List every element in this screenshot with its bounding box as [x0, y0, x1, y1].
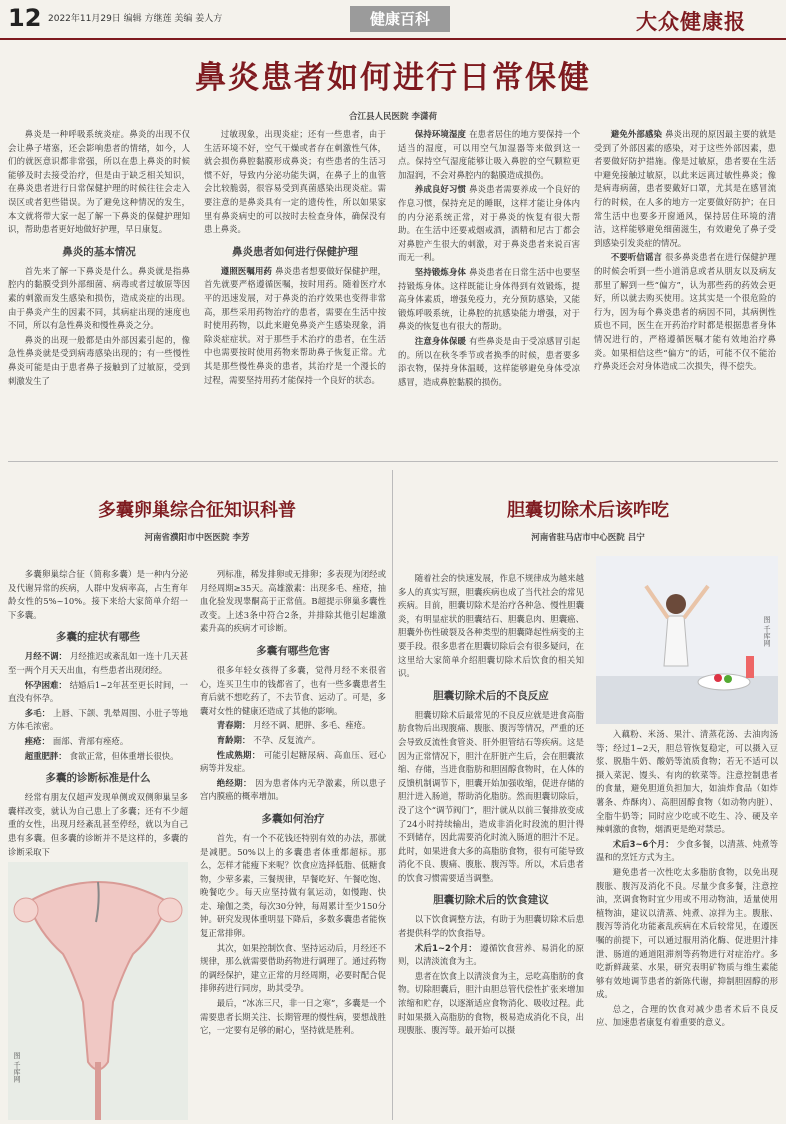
- paragraph-body: 月经推迟或紊乱如一连十几天甚至一两个月天天出血，有些患者出现闭经。: [8, 651, 188, 675]
- keyed-paragraph: [200, 734, 386, 748]
- article3-col2: [596, 728, 778, 1120]
- article1-col1: [8, 128, 190, 454]
- article2-col2: [200, 568, 386, 1120]
- uterus-illustration: [8, 862, 188, 1120]
- lead-term: 注意身体保暖: [414, 335, 470, 346]
- keyed-paragraph: [8, 679, 188, 706]
- lead-term: 不要听信谣言: [610, 252, 666, 263]
- lead-term: 术后1~2个月：: [414, 942, 481, 953]
- lead-term: 性成熟期：: [216, 749, 264, 760]
- paragraph-body: 遵循饮食营养、易消化的原则，以清淡流食为主。: [398, 942, 584, 967]
- paragraph-body: 有些鼻炎是由于受凉感冒引起的。所以在秋冬季节或者换季的时候，患者要多添衣物，保持身体温暖，这样能够避免身体受凉感冒，造成鼻腔黏膜的损伤。: [398, 335, 580, 387]
- paragraph-body: 可能引起糖尿病、高血压、冠心病等并发症。: [200, 749, 386, 774]
- page-header: [0, 0, 786, 40]
- section-title: 健康百科: [350, 6, 450, 32]
- paragraph-body: 鼻炎患者在日常生活中也要坚持锻炼身体。这样既能让身体得到有效锻炼，提高身体素质，增强免疫力，充分预防感染，又能锻炼呼吸系统，让鼻腔的抗感染能力增强，对于鼻炎的恢复也有很大的帮助。: [398, 266, 580, 332]
- vertical-divider: [392, 470, 393, 1120]
- keyed-paragraph: [398, 128, 580, 182]
- keyed-paragraph: [398, 335, 580, 389]
- paragraph-body: 因为患者体内无孕激素，所以患子宫内膜癌的概率增加。: [200, 777, 386, 802]
- paragraph: 最后，“冰冻三尺，非一日之寒”，多囊是一个需要患者长期关注、长期管理的慢性病，要想战胜它，一定要有足够的耐心，坚持就是胜利。: [200, 998, 386, 1036]
- article2-title: 多囊卵巢综合征知识科普: [98, 500, 296, 521]
- paragraph: 随着社会的快速发展，作息不规律成为越来越多人的真实写照，胆囊疾病也成了当代社会的常见疾病。目前，胆囊切除术是治疗各种急、慢性胆囊炎，有明显症状的胆囊结石、胆囊息肉、胆囊癌、胆囊外伤性破裂及各种类型的胆囊降起性病变的主要手段。很多患者在胆囊切除后会有很多疑问，在这里给大家简单介绍胆囊切除术后饮食的相关知识。: [398, 573, 584, 679]
- photo-credit: 图 千库网: [13, 1052, 21, 1083]
- paragraph-body: 在患者居住的地方要保持一个适当的湿度，可以用空气加湿器等来做到这一点。保持空气湿度能够让吸入鼻腔的空气颗粒更加湿润，不会对鼻腔内的黏膜造成损伤。: [398, 129, 580, 180]
- article1-title: 鼻炎患者如何进行日常保健: [195, 60, 591, 96]
- paragraph-body: 上唇、下颌、乳晕周围、小肚子等地方体毛浓密。: [8, 707, 188, 732]
- keyed-paragraph: [8, 750, 188, 764]
- lead-term: 青春期：: [216, 720, 254, 731]
- keyed-paragraph: [8, 707, 188, 734]
- keyed-paragraph: [594, 128, 776, 250]
- subheading: 多囊的诊断标准是什么: [45, 772, 151, 785]
- keyed-paragraph: [398, 183, 580, 265]
- subheading: 鼻炎患者如何进行保健护理: [232, 245, 358, 258]
- keyed-paragraph: [200, 719, 386, 733]
- article1-col3: [398, 128, 580, 454]
- keyed-paragraph: [8, 735, 188, 749]
- lead-term: 痤疮：: [24, 735, 53, 746]
- paragraph-body: 鼻炎患者想要做好保健护理，首先就要严格遵循医嘱，按时用药。随着医疗水平的迅速发展，对于鼻炎的治疗效果也变得非常高，那些采用药物治疗的患者，需要在生活中按时使用药物，以此来避免鼻炎产生感染现象，消除炎症症状。对于那些手术治疗的患者，在生活中也需要按时使用药物来帮助鼻子恢复正常。尤其是那些慢性鼻炎的患者，其治疗是一个漫长的过程，需要坚持用药才能保持一个良好的状态。: [204, 265, 386, 385]
- paragraph: 鼻炎是一种呼吸系统炎症。鼻炎的出现不仅会让鼻子堵塞，还会影响患者的情绪，如今，人们的就医意识都非常强，所以在患上鼻炎的时候能够及时去接受治疗，但是由于缺乏相关知识，在鼻炎患者进行日常保健护理的时候往往会走入误区或者犯些错误。为了避免这种情况的发生，本文就将带大家一起了解一下鼻炎的保健护理知识，帮助患者更好地做好护理，早日康复。: [8, 129, 190, 235]
- lead-term: 保持环境湿度: [414, 129, 470, 139]
- article1-col4: [594, 128, 776, 454]
- lead-term: 坚持锻炼身体: [414, 266, 470, 277]
- lead-term: 多毛：: [24, 707, 54, 718]
- lead-term: 养成良好习惯: [414, 184, 470, 195]
- subheading: 胆囊切除术后的饮食建议: [433, 894, 549, 907]
- newspaper-logo: 大众健康报: [636, 9, 746, 34]
- lead-term: 怀孕困难：: [24, 679, 70, 690]
- article1-col2: [204, 128, 386, 454]
- paragraph: 患者在饮食上以清淡食为主，忌吃高脂肪的食物。切除胆囊后，胆汁由胆总管代偿性扩张来增加浓缩和贮存，以逐渐适应食物消化、吸收过程。此时如果摄入高脂肪的食物，极易造成消化不良，出现腹胀、腹泻等。最开始可以摄: [398, 970, 584, 1036]
- subheading: 多囊有哪些危害: [256, 644, 330, 657]
- keyed-paragraph: [200, 749, 386, 776]
- paragraph: 胆囊切除术后最常见的不良反应就是进食高脂肪食物后出现腹痛、腹胀、腹泻等情况，严重的还会导致反流性食管炎、肝外胆管结石等疾病。这是因为正常情况下，胆汁在肝脏产生后，会在胆囊浓缩、存储，当进食脂肪和胆固醇食物时，在人体的反馈机制调节下，胆囊开始加强收缩，促进存储的胆汁进入肠道，帮助消化脂肪。然而胆囊切除后，没了这个“调节阀门”，胆汁就从以前三餐排放变成了24小时持续输出，造成非消化时段流的胆汁得不到储存，因此需要消化时流入肠道的胆汁不足。此时，如果进食大多的高脂肪食物，很有可能导致消化不良、腹痛、腹胀、腹泻等。所以，术后患者的饮食习惯需要适当调整。: [398, 709, 584, 883]
- article1-byline: 合江县人民医院 李潇荷: [349, 112, 437, 122]
- paragraph: 入藕粉、米汤、果汁、清蒸花汤、去油肉汤等；经过1~2天，胆总管恢复稳定，可以摄入豆浆、脱脂牛奶、酸奶等流质食物；若无不适可以摄入菜泥、馒头、有肉的软菜等。注意控制患者的食量，避免胆道负担加大，如油炸食品（如炸薯条、炸酥肉）、高胆固醇食物（如动物内脏）、全脂牛奶等；同时应少吃或不吃生、冷、硬及辛辣刺激的食物，烟酒更是绝对禁忌。: [596, 729, 778, 835]
- article3-byline: 河南省驻马店市中心医院 吕宁: [531, 533, 645, 543]
- paragraph: 避免患者一次性吃太多脂肪食物，以免出现腹胀、腹泻及消化不良。尽量少食多餐，注意控油，烹调食物时宜少用或不用动物油，适量使用植物油，建议以清蒸、炖煮、凉拌为主。腹胀、腹泻等消化功能紊乱疾病在术后较常见，在遵医嘱的前提下，可以通过服用消化酶、促进胆汁排泄、肠道的通道阻滞剂等药物进行对症治疗。多吃新鲜蔬菜、水果，研究表明矿物质与维生素能够有效地调节患者的新陈代谢，抑制胆固醇的形成。: [596, 866, 778, 1000]
- paragraph: 其次，如果控制饮食、坚持运动后，月经还不规律，那么就需要借助药物进行调理了。通过药物的调经保护，建立正常的月经周期，必要时配合促排卵药进行同房，助其受孕。: [200, 942, 386, 994]
- keyed-paragraph: [596, 838, 778, 865]
- paragraph: 首先来了解一下鼻炎是什么。鼻炎就是指鼻腔内的黏膜受到外部细菌、病毒或者过敏原等因素的刺激而发生感染和损伤，造成炎症的出现。由于鼻炎产生的因素不同，其病症出现的速度也不同，所以有急性鼻炎和慢性鼻炎之分。: [8, 265, 190, 331]
- article3-title: 胆囊切除术后该咋吃: [507, 500, 669, 521]
- lead-term: 超重肥胖：: [24, 750, 70, 761]
- person-stretching-photo: [596, 556, 778, 724]
- paragraph: 鼻炎的出现一般都是由外部因素引起的，像急性鼻炎就是受到病毒感染出现的；有一些慢性鼻炎可能是由于患者鼻子接触到了过敏原，受到刺激发生了: [8, 334, 190, 386]
- paragraph: 经常有朋友仅超声发现单侧或双侧卵巢呈多囊样改变，就认为自己患上了多囊；还有不少超重的女性，出现月经紊乱甚至停经，就以为自己患有多囊。但多囊的诊断并不是这样的，多囊的诊断采取下: [8, 792, 188, 857]
- lead-term: 避免外部感染: [610, 129, 666, 139]
- lead-term: 遵照医嘱用药: [220, 265, 276, 276]
- lead-term: 月经不调：: [24, 651, 70, 662]
- keyed-paragraph: [398, 266, 580, 334]
- paragraph-body: 结婚后1~2年甚至更长时间，一直没有怀孕。: [8, 679, 188, 704]
- paragraph: 多囊卵巢综合征（简称多囊）是一种内分泌及代谢异常的疾病，人群中发病率高，占生育年龄女性的5%~10%。接下来给大家简单介绍一下多囊。: [8, 569, 188, 620]
- horizontal-divider: [8, 461, 778, 462]
- keyed-paragraph: [204, 265, 386, 387]
- paragraph-body: 不孕、反复流产。: [253, 734, 321, 745]
- article2-byline: 河南省濮阳市中医医院 李芳: [144, 533, 250, 543]
- edition-meta: 2022年11月29日 编辑 方继莲 美编 姜人方: [48, 14, 223, 24]
- paragraph: 首先，有一个不花钱还特别有效的办法，那就是减肥。50%以上的多囊患者体重都超标。那么，怎样才能瘦下来呢？饮食应选择低脂、低糖食物，少荤多素，三餐规律，早餐吃好、午餐吃饱、晚餐吃少。每天应坚持做有氧运动，如慢跑、快走、瑜伽之类，每次30分钟，每周累计至少150分钟。研究发现体重明显下降后，多数多囊患者能恢复正常排卵。: [200, 832, 386, 939]
- paragraph-body: 鼻炎出现的原因最主要的就是受到了外部因素的感染，对于这些外部因素，患者要做好防护措施。像是过敏原，患者要在生活中避免接触过敏原，以此来远离过敏性鼻炎；像是病毒病菌，患者要戴好口罩，尤其是在感冒流行的时候，在人多的地方一定要做好防护；在日常生活中也要多开窗通风，保持居住环境的清洁，这样能够避免细菌滋生，有效避免了鼻子受到感染引发炎症的情况。: [594, 129, 776, 248]
- paragraph-body: 鼻炎患者需要养成一个良好的作息习惯，保持充足的睡眠，这样才能让身体内的内分泌系统正常，对于鼻炎的恢复有很大帮助。在生活中还要戒烟戒酒，酒精和尼古丁都会对鼻腔产生很大的刺激，对于鼻炎患者来说百害而无一利。: [398, 184, 580, 263]
- lead-term: 术后3~6个月：: [612, 838, 677, 849]
- subheading: 多囊的症状有哪些: [56, 631, 140, 644]
- subheading: 鼻炎的基本情况: [62, 245, 136, 258]
- paragraph: 过敏现象，出现炎症；还有一些患者，由于生活环境不好，空气干燥或者存在刺激性气体，就会损伤鼻腔黏膜形成鼻炎；有些患者的生活习惯不好，导致内分泌功能失调，在鼻子上的血管会比较脆弱，很容易受到真菌感染出现炎症。需要注意的是鼻炎具有一定的遗传性，所以如果家里有鼻炎病史的可以按时去检查身体，确保没有患上鼻炎。: [204, 129, 386, 235]
- keyed-paragraph: [8, 650, 188, 677]
- subheading: 胆囊切除术后的不良反应: [433, 689, 549, 702]
- paragraph-body: 月经不调、肥胖、多毛、痤疮。: [253, 720, 371, 731]
- paragraph: 总之，合理的饮食对减少患者术后不良反应、加速患者康复有着重要的意义。: [596, 1003, 778, 1028]
- article2-col1: [8, 568, 188, 858]
- lead-term: 绝经期：: [216, 777, 256, 788]
- paragraph-body: 面部、背部有痤疮。: [52, 735, 129, 746]
- paragraph: 以下饮食调整方法，有助于为胆囊切除术后患者提供科学的饮食指导。: [398, 914, 584, 939]
- keyed-paragraph: [398, 942, 584, 969]
- keyed-paragraph: [200, 777, 386, 804]
- lead-term: 育龄期：: [216, 734, 254, 745]
- paragraph-body: 食欲正常，但体重增长很快。: [69, 750, 179, 761]
- paragraph-body: 少食多餐，以清蒸、炖煮等温和的烹饪方式为主。: [596, 838, 778, 863]
- paragraph: 很多年轻女孩得了多囊，觉得月经不来很省心，连买卫生巾的钱都省了，也有一些多囊患者生育后就不想吃药了，不去节食、运动了。可是，多囊对女性的健康还造成了其他的影响。: [200, 664, 386, 716]
- keyed-paragraph: [594, 251, 776, 373]
- paragraph-body: 很多鼻炎患者在进行保健护理的时候会听到一些小道消息或者从朋友以及病友那里了解到一些“偏方”，认为那些药的药效会更好，所以就去购买使用。这其实是一个很危险的行为，因为每个鼻炎患者的病因不同，其病例性质也不同，医生在开药治疗时都是根据患者身体情况进行的，严格遵循医嘱才能有效地治疗鼻炎。如果相信这些“偏方”的话，可能不仅不能治疗鼻炎还会对身体造成二次损失，得不偿失。: [594, 252, 776, 372]
- article3-col1: [398, 572, 584, 1120]
- subheading: 多囊如何治疗: [261, 812, 325, 825]
- page-number: 12: [8, 4, 42, 32]
- paragraph: 列标准，稀发排卵或无排卵；多表现为闭经或月经周期≥35天。高雄激素：出现多毛、痤疮，抽血化验发现睾酮高于正常值。B超提示卵巢多囊性改变。上述3条中符合2条，并排除其他引起雄激素升高的疾病才可诊断。: [200, 569, 386, 634]
- photo-credit: 图 千库网: [763, 616, 771, 647]
